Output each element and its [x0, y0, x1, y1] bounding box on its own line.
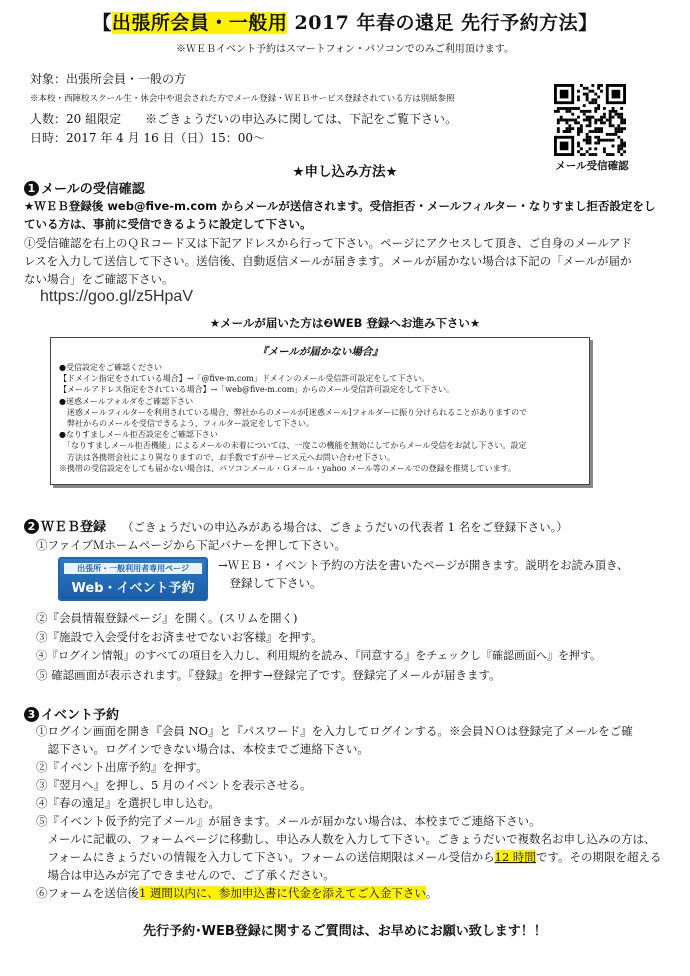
target-note: ※本校・西陣校スクール生・休会中や退会された方でメール登録・ＷＥＢサービス登録されている方は別紙参照	[30, 94, 455, 104]
section3-step4: ④『春の遠足』を選択し申し込む。	[36, 796, 220, 810]
banner-main-label: Web・イベント予約	[71, 581, 195, 596]
banner-explanation: →ＷＥＢ・イベント予約の方法を書いたページが開きます。説明をお読み頂き、 登録して下さい。	[218, 558, 629, 590]
section2-step4: ④『ログイン情報』のすべての項目を入力し、利用規約を読み、『同意する』をチェックし『確認画面へ』を押す。	[36, 649, 602, 662]
footer-note: 先行予約･WEB登録に関するご質問は、お早めにお願い致します！！	[143, 924, 547, 939]
date-line: 日時：2017 年 4 月 16 日（日）15：00〜	[30, 131, 266, 145]
section2-step3: ③『施設で入会受付をお済ませでないお客様』を押す。	[36, 630, 323, 644]
section2-heading: 2 ＷＥＢ登録 （ごきょうだいの申込みがある場合は、ごきょうだいの代表者 1 名をご登録下さい。）	[24, 516, 568, 535]
section3-steps	[36, 722, 676, 902]
section3-step5c: フォームにきょうだいの情報を入力して下さい。フォームの送信期限はメール受信から12 時間です。その期限を超える	[36, 850, 662, 864]
box-line: 「なりすましメール拒否機能」によるメールの未着については、一度この機能を無効にしてからメール受信をお試し下さい。設定	[59, 441, 527, 451]
count-line: 人数：20 組限定 ※ごきょうだいの申込みに関しては、下記をご覧下さい。	[30, 112, 458, 126]
section1-instructions: ①受信確認を右上のＱＲコード又は下記アドレスから行って下さい。ページにアクセスして頂き、ご自身のメールアド レスを入力して送信して下さい。送信後、自動返信メールが届きます。メールが届かない場合は下記の「メールが届か ない場合」をご確認下さい。	[24, 236, 632, 286]
box-title: 『メールが届かない場合』	[257, 346, 383, 358]
box-line: ●受信設定をご確認ください	[59, 363, 162, 372]
box-line: 弊社からのメールを受信できるよう、フィルター設定をして下さい。	[59, 419, 314, 429]
box-line: 迷惑メールフィルターを利用されている場合、弊社からのメールが[迷惑メール]フォルダーに振り分けられることがありますので	[59, 407, 528, 417]
box-line: 【ドメイン指定をされている場合】→「@five-m.com」ドメインのメール受信許可設定をして下さい。	[59, 374, 430, 384]
section3-step6: ⑥フォームを送信後1 週間以内に、参加申込書に代金を添えてご入金下さい。	[36, 886, 438, 900]
box-line: ●迷惑メールフォルダをご確認下さい	[59, 396, 194, 406]
box-line: ●なりすましメール拒否設定をご確認下さい	[59, 430, 218, 440]
qr-code[interactable]	[554, 84, 626, 156]
deadline-highlight: 12 時間	[494, 850, 536, 864]
qr-label: メール受信確認	[555, 160, 629, 172]
box-lines	[59, 362, 583, 474]
box-line: 【メールアドレス指定をされている場合】→「web@five-m.com」からのメール受信許可設定をして下さい。	[59, 385, 455, 395]
section1-number: 1	[24, 181, 39, 196]
web-event-banner-button[interactable]	[58, 557, 208, 601]
proceed-note: ★メールが届いた方は❷WEB 登録へお進み下さい★	[209, 316, 481, 330]
section3-step5a: ⑤『イベント仮予約完了メール』が届きます。メールが届かない場合は、本校までご連絡下さい。	[36, 814, 541, 828]
box-line: ※携帯の受信設定をしても届かない場合は、パソコンメール・Ｇメール・yahoo メール等のメールでの登録を推奨しています。	[59, 463, 516, 473]
application-method-heading: ★申し込み方法★	[292, 164, 398, 180]
section2-step5: ⑤ 確認画面が表示されます。『登録』を押す→登録完了です。登録完了メールが届きます。	[36, 668, 501, 682]
top-note: ※ＷＥＢイベント予約はスマートフォン・パソコンでのみご利用頂けます。	[176, 44, 514, 55]
section1-warning: ★ＷＥＢ登録後 web@five-m.com からメールが送信されます。受信拒否・メールフィルター・なりすまし拒否設定をし ている方は、事前に受信できるように設定して下さい。	[24, 199, 656, 231]
section3-step1b: 認下さい。ログインできない場合は、本校までご連絡下さい。	[36, 742, 369, 756]
section2-step1: ①ファイブＭホームページから下記バナーを押して下さい。	[36, 538, 346, 552]
mail-not-received-box	[50, 337, 590, 485]
section3-step2: ②『イベント出席予約』を押す。	[36, 760, 208, 774]
target-line: 対象：出張所会員・一般の方	[30, 72, 187, 86]
payment-highlight: 1 週間以内に、参加申込書に代金を添えてご入金下さい	[138, 886, 426, 900]
box-line: 方法は各携帯会社により異なりますので、お手数ですがサービス元へお問い合わせ下さい。	[59, 452, 395, 462]
section3-step3: ③『翌月へ』を押し、5 月のイベントを表示させる。	[36, 778, 312, 792]
section2-step2: ②『会員情報登録ページ』を開く。(スリムを開く)	[36, 611, 298, 625]
section1-heading: 1 メールの受信確認	[24, 178, 145, 197]
banner-top-label: 出張所・一般利用者専用ページ	[64, 563, 202, 574]
mail-check-url[interactable]: https://goo.gl/z5HpaV	[40, 288, 193, 305]
section3-step1a: ①ログイン画面を開き『会員 NO』と『パスワード』を入力してログインする。※会員ＮＯは登録完了メールをご確	[36, 724, 633, 738]
title-highlight: 出張所会員・一般用	[111, 12, 288, 34]
page-title: 【出張所会員・一般用 2017 年春の遠足 先行予約方法】	[92, 12, 598, 34]
section3-number: 3	[24, 707, 39, 722]
qr-code-icon	[554, 84, 626, 156]
section3-heading: 3 イベント予約	[24, 704, 119, 723]
section3-step5b: メールに記載の、フォームページに移動し、申込み人数を入力して下さい。ごきょうだいで複数名お申し込みの方は、	[36, 832, 656, 846]
section3-step5d: 場合は申込みが完了できませんので、ご了承ください。	[36, 868, 335, 882]
section2-number: 2	[24, 519, 39, 534]
